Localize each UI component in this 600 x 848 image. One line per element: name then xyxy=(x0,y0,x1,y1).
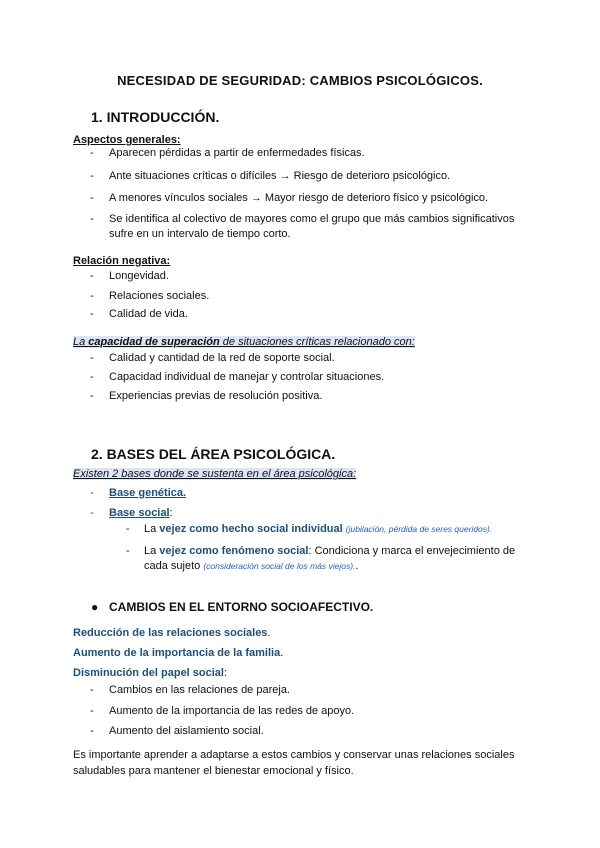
capacity-bold: capacidad de superación xyxy=(88,336,220,348)
dash: - xyxy=(90,352,94,364)
capacity-prefix: La xyxy=(73,336,89,348)
base-social-label: Base social xyxy=(109,507,170,519)
dash: - xyxy=(90,684,94,696)
closing-paragraph-line-2: saludables para mantener el bienestar emocional y físico. xyxy=(73,765,354,777)
closing-paragraph-line-1: Es importante aprender a adaptarse a estos cambios y conservar unas relaciones sociales xyxy=(73,749,515,761)
sub-item-2-note: (consideración social de los más viejos). xyxy=(203,561,356,571)
dash: - xyxy=(90,192,94,204)
social-role-colon: : xyxy=(223,667,228,679)
sub-item-2-bold: vejez como fenómeno social xyxy=(159,545,309,557)
capacity-intro xyxy=(73,336,415,348)
general-aspects-label: Aspectos generales: xyxy=(73,134,181,146)
base-social xyxy=(109,505,173,521)
list-item: Experiencias previas de resolución positiva. xyxy=(109,390,323,402)
sub-item-2-text: : Condiciona y marca el envejecimiento de xyxy=(308,545,516,557)
sub-item-2-prefix: La xyxy=(144,545,160,557)
family-text: Aumento de la importancia de la familia xyxy=(73,647,281,659)
social-role-text: Disminución del papel social xyxy=(73,667,224,679)
list-item: Ante situaciones críticas o difíciles → Riesgo de deterioro psicológico. xyxy=(109,170,451,182)
sub-item-2-line2: cada sujeto xyxy=(144,560,204,572)
section-2-intro: Existen 2 bases donde se sustenta en el área psicológica: xyxy=(73,468,357,480)
negative-relation-label: Relación negativa: xyxy=(73,255,171,267)
dash: - xyxy=(90,507,94,519)
list-item: Cambios en las relaciones de pareja. xyxy=(109,684,290,696)
dash: - xyxy=(90,308,94,320)
dash: - xyxy=(90,725,94,737)
capacity-suffix: de situaciones críticas relacionado con: xyxy=(219,336,415,348)
dash: - xyxy=(126,523,130,535)
list-item: Se identifica al colectivo de mayores como el grupo que más cambios significativos xyxy=(109,213,515,225)
dash: - xyxy=(90,270,94,282)
list-item: Calidad y cantidad de la red de soporte social. xyxy=(109,352,335,364)
sub-item-1 xyxy=(144,521,492,537)
social-role-line xyxy=(73,665,227,681)
list-item: Longevidad. xyxy=(109,270,169,282)
section-2-heading: 2. BASES DEL ÁREA PSICOLÓGICA. xyxy=(91,446,336,462)
sub-item-2-end: . xyxy=(355,560,359,572)
sub-item-2-continuation xyxy=(144,558,359,574)
dash: - xyxy=(90,371,94,383)
reduction-dot: . xyxy=(267,627,271,639)
list-item: Calidad de vida. xyxy=(109,308,188,320)
dash: - xyxy=(90,147,94,159)
list-item-continuation: sufre en un intervalo de tiempo corto. xyxy=(109,228,291,240)
reduction-text: Reducción de las relaciones sociales xyxy=(73,627,268,639)
document-title: NECESIDAD DE SEGURIDAD: CAMBIOS PSICOLÓGICOS. xyxy=(117,73,483,88)
list-item: Aparecen pérdidas a partir de enfermedades físicas. xyxy=(109,147,365,159)
sub-item-1-bold: vejez como hecho social individual xyxy=(159,523,343,535)
sub-item-1-note: (jubilación, pérdida de seres queridos). xyxy=(345,524,493,534)
list-item: Aumento del aislamiento social. xyxy=(109,725,264,737)
dash: - xyxy=(90,170,94,182)
dash: - xyxy=(90,487,94,499)
reduction-line xyxy=(73,625,271,641)
list-item: A menores vínculos sociales → Mayor riesgo de deterioro físico y psicológico. xyxy=(109,192,489,204)
dash: - xyxy=(126,545,130,557)
family-dot: . xyxy=(280,647,284,659)
base-genetica: Base genética. xyxy=(109,487,187,499)
list-item: Relaciones sociales. xyxy=(109,290,210,302)
family-line xyxy=(73,645,283,661)
base-social-colon: : xyxy=(169,507,173,519)
sub-item-1-prefix: La xyxy=(144,523,160,535)
dash: - xyxy=(90,390,94,402)
list-item: Capacidad individual de manejar y controlar situaciones. xyxy=(109,371,385,383)
dash: - xyxy=(90,705,94,717)
dash: - xyxy=(90,290,94,302)
bullet-icon: ● xyxy=(91,600,99,614)
section-1-heading: 1. INTRODUCCIÓN. xyxy=(91,109,220,125)
section-3-heading: CAMBIOS EN EL ENTORNO SOCIOAFECTIVO. xyxy=(109,600,374,614)
dash: - xyxy=(90,213,94,225)
list-item: Aumento de la importancia de las redes de apoyo. xyxy=(109,705,355,717)
sub-item-2 xyxy=(144,543,515,559)
